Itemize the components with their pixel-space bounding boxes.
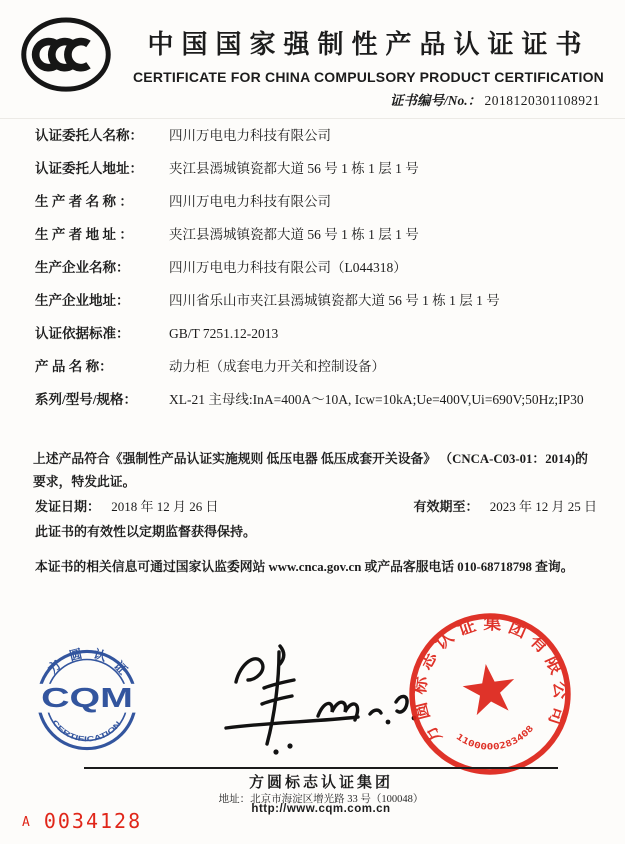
field-factory-name bbox=[35, 256, 603, 276]
cqm-top-text: 方圆认证 bbox=[45, 646, 130, 678]
ccc-logo-icon bbox=[18, 12, 114, 98]
field-applicant-name bbox=[35, 124, 603, 144]
expiry-date-label: 有效期至： bbox=[413, 499, 479, 514]
field-label: 生 产 者 名 称 ： bbox=[35, 194, 133, 209]
issuer-organization: 方圆标志认证集团 bbox=[248, 775, 393, 791]
page-title: 中国国家强制性产品认证证书 bbox=[147, 30, 590, 59]
compliance-statement: 上述产品符合《强制性产品认证实施规则 低压电器 低压成套开关设备》 （CNCA-C03-01：2014)的要求，特发此证。 bbox=[33, 452, 588, 490]
cqm-bottom-text: CERTIFICATION bbox=[50, 717, 122, 744]
field-label: 生产企业地址： bbox=[35, 293, 130, 308]
cqm-center-text: CQM bbox=[41, 682, 133, 714]
field-model-spec bbox=[35, 388, 603, 408]
field-product-name bbox=[35, 355, 603, 375]
field-value: 动力柜（成套电力开关和控制设备） bbox=[169, 359, 385, 374]
certificate-number-row bbox=[390, 89, 600, 109]
certificate-number-value: 2018120301108921 bbox=[484, 93, 600, 108]
field-producer-address bbox=[35, 223, 603, 243]
field-value: 四川省乐山市夹江县漹城镇瓷都大道 56 号 1 栋 1 层 1 号 bbox=[169, 293, 500, 308]
field-applicant-address bbox=[35, 157, 603, 177]
issue-date-value: 2018 年 12 月 26 日 bbox=[111, 499, 219, 514]
company-seal-stamp bbox=[393, 597, 587, 791]
seal-star-icon bbox=[460, 660, 518, 716]
validity-note: 此证书的有效性以定期监督获得保持。 bbox=[35, 524, 257, 539]
issuer-website: http://www.cqm.com.cn bbox=[251, 803, 391, 815]
field-label: 认证委托人地址： bbox=[35, 161, 143, 176]
field-label: 产 品 名 称： bbox=[35, 359, 113, 374]
issue-date bbox=[35, 496, 219, 515]
cqm-logo-icon bbox=[33, 646, 141, 754]
seal-number-text: 1100000283408 bbox=[453, 724, 536, 753]
expiry-date-value: 2023 年 12 月 25 日 bbox=[489, 499, 597, 514]
serial-prefix: A bbox=[22, 815, 30, 830]
svg-text:1100000283408 bbox=[453, 722, 538, 758]
field-value: 四川万电电力科技有限公司（L044318） bbox=[169, 260, 407, 275]
field-standard bbox=[35, 322, 603, 342]
field-label: 生产企业名称： bbox=[35, 260, 130, 275]
field-label: 系列/型号/规格： bbox=[35, 392, 138, 407]
field-value: 夹江县漹城镇瓷都大道 56 号 1 栋 1 层 1 号 bbox=[169, 161, 419, 176]
footer-divider bbox=[84, 767, 558, 769]
issuer-address: 地址：北京市海淀区增光路 33 号（100048） bbox=[218, 794, 424, 805]
field-factory-address bbox=[35, 289, 603, 309]
seal-ring-text: 方圆标志认证集团有限公司 bbox=[408, 612, 572, 748]
serial-value: 0034128 bbox=[43, 809, 143, 833]
info-note: 本证书的相关信息可通过国家认监委网站 www.cnca.gov.cn 或产品客服电话 010-68718798 查询。 bbox=[35, 560, 574, 574]
field-label: 生 产 者 地 址 ： bbox=[35, 227, 133, 242]
certificate-number-label: 证书编号/No.： bbox=[390, 93, 482, 108]
field-value: 四川万电电力科技有限公司 bbox=[169, 194, 331, 209]
title-block bbox=[118, 24, 619, 85]
field-label: 认证委托人名称： bbox=[35, 128, 143, 143]
certificate-fields bbox=[35, 124, 603, 421]
expiry-date bbox=[413, 496, 597, 515]
page-subtitle: CERTIFICATE FOR CHINA COMPULSORY PRODUCT CERTIFICATION bbox=[133, 69, 604, 85]
field-value: 夹江县漹城镇瓷都大道 56 号 1 栋 1 层 1 号 bbox=[169, 227, 419, 242]
field-value: 四川万电电力科技有限公司 bbox=[169, 128, 331, 143]
dates-row bbox=[35, 496, 597, 515]
field-value: GB/T 7251.12-2013 bbox=[169, 326, 279, 341]
field-value: XL-21 主母线:InA=400A～10A, Icw=10kA;Ue=400V,Ui=690V;50Hz;IP30 bbox=[169, 392, 584, 407]
issue-date-label: 发证日期： bbox=[35, 499, 101, 514]
header-divider bbox=[0, 118, 625, 119]
field-label: 认证依据标准： bbox=[35, 326, 130, 341]
field-producer-name bbox=[35, 190, 603, 210]
